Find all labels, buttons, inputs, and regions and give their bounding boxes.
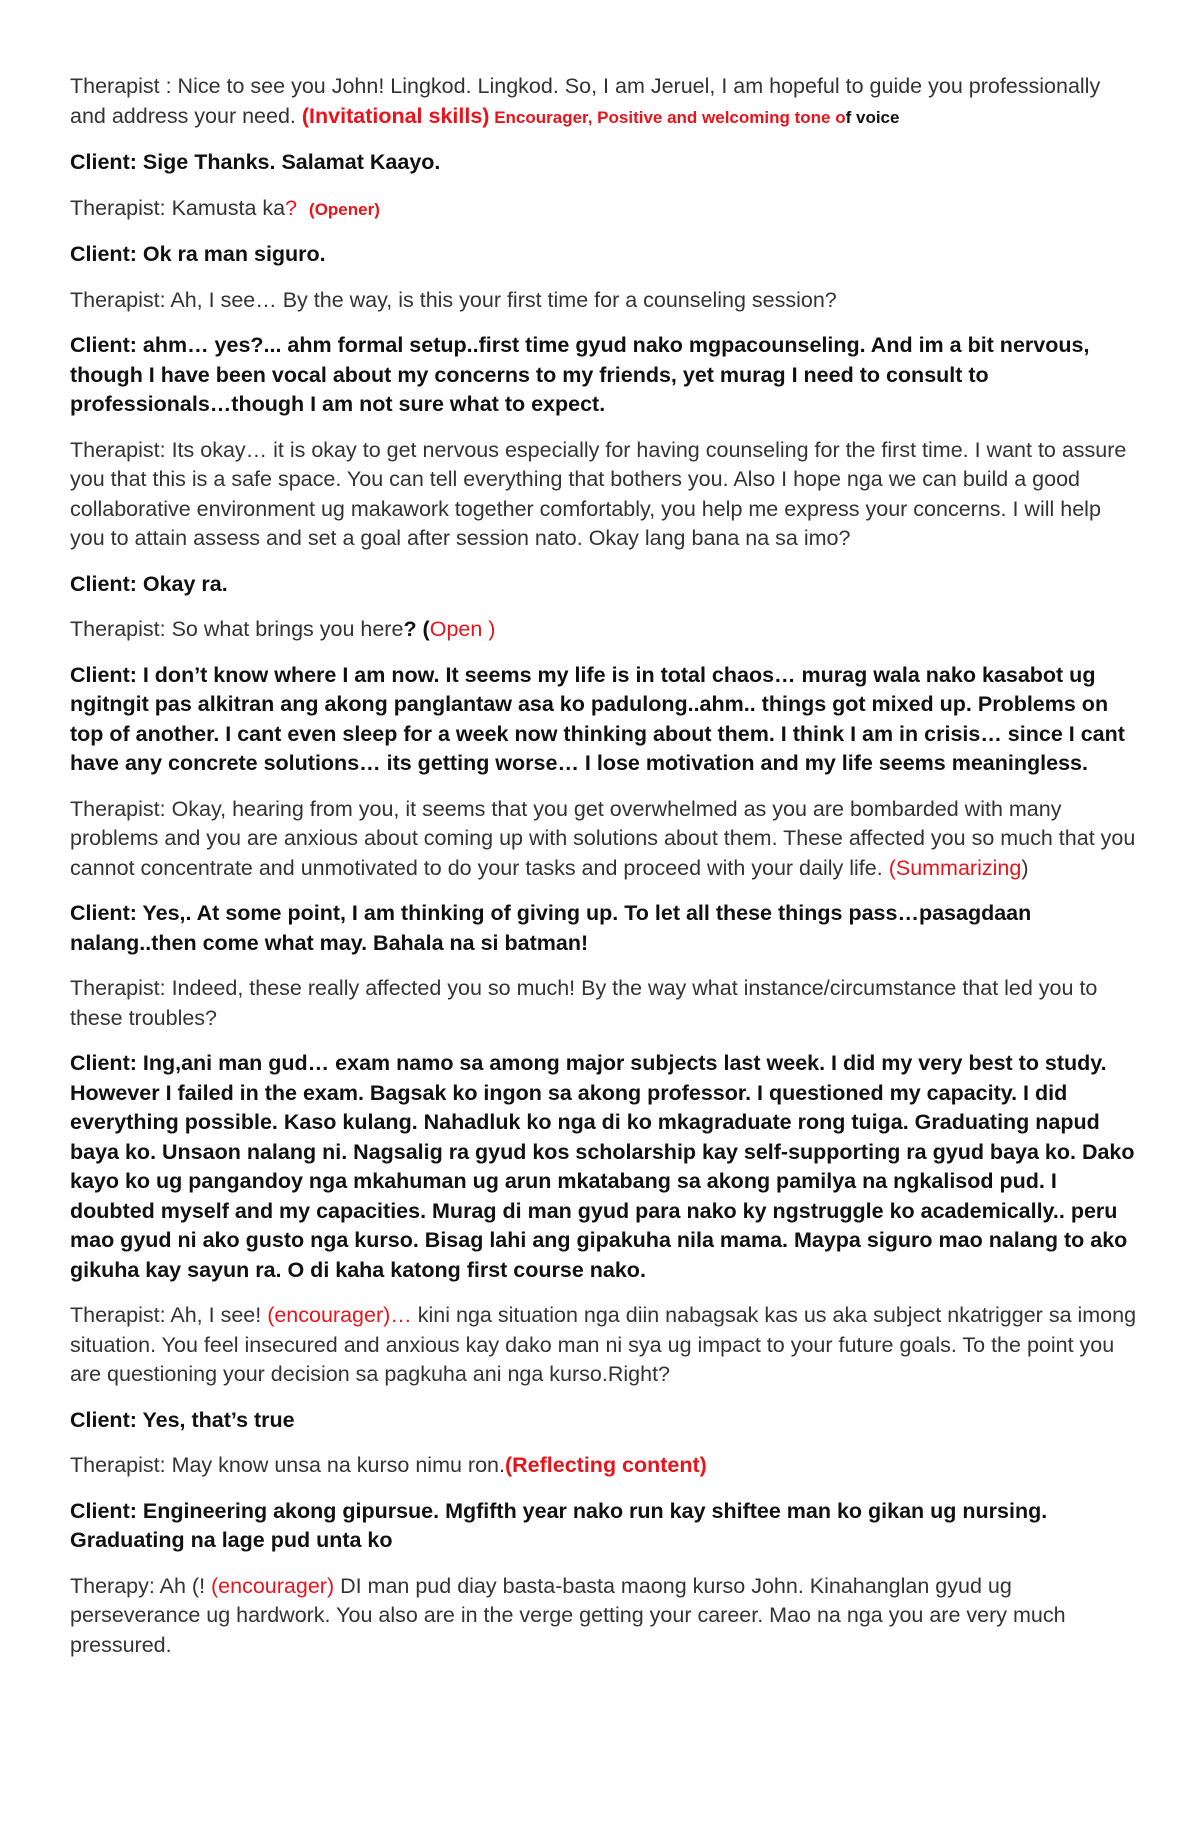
therapist-text: Therapist: Kamusta ka [70, 195, 286, 220]
therapist-text: kini nga situation nga diin nabagsak kas us aka subject nkatrigger sa imong situation. You feel insecured and anxious kay dako man ni sya ug impact to your future goals. To the point you are questioning your decision sa pagkuha ani nga kurso.Right? [70, 1303, 1137, 1386]
skill-tag-reflecting-content: (Reflecting content) [504, 1453, 707, 1477]
skill-tag-encourager: (encourager) [211, 1573, 335, 1598]
skill-tag-encourager: (encourager)… [267, 1303, 412, 1327]
therapist-text: Therapist: May know unsa na kurso nimu ron. [70, 1453, 505, 1477]
skill-note-red: Encourager, Positive and welcoming tone o [489, 107, 846, 127]
therapist-line-9 [70, 1451, 1140, 1481]
client-line-1: Client: Sige Thanks. Salamat Kaayo. [70, 150, 441, 174]
skill-tag-invitational: (Invitational skills) [301, 103, 490, 128]
skill-tag-opener: (Opener) [309, 199, 380, 219]
therapist-line-3: Therapist: Ah, I see… By the way, is this your first time for a counseling session? [70, 287, 837, 312]
client-line-2: Client: Ok ra man siguro. [70, 242, 326, 266]
client-line-4: Client: Okay ra. [70, 571, 228, 596]
skill-tag-summarizing: (Summarizing [888, 855, 1022, 880]
therapist-text: Therapist: Ah, I see! [70, 1303, 268, 1327]
therapist-text: Therapist: Okay, hearing from you, it seems that you get overwhelmed as you are bombarded with many problems and you are anxious about coming up with solutions about them. These affected you so much that you cannot concentrate and unmotivated to do your tasks and proceed with your daily life. [70, 796, 1136, 880]
skill-tag-open: Open [429, 617, 483, 641]
therapist-text: Therapist: So what brings you here [70, 617, 404, 641]
client-line-8: Client: Yes, that’s true [70, 1407, 295, 1432]
client-line-5: Client: I don’t know where I am now. It seems my life is in total chaos… murag wala nako kasabot ug ngitngit pas alkitran ang akong panglantaw asa ko padulong..ahm.. things got mixed up. Problems on top of another. I cant even sleep for a week now thinking about them. I think I am in crisis… since I cant have any concrete solutions… its getting worse… I lose motivation and my life seems meaningless. [70, 662, 1125, 775]
therapist-line-6 [70, 795, 1140, 884]
question-mark: ? ( [403, 617, 430, 641]
therapist-text: DI man pud diay basta-basta maong kurso John. Kinahanglan gyud ug perseverance ug hardwork. You also are in the verge getting your career. Mao na nga you are very much pressured. [70, 1573, 1066, 1657]
skill-tag-close: ) [482, 617, 496, 641]
question-mark: ? [285, 195, 298, 220]
therapist-text: Therapy: Ah (! [70, 1573, 212, 1598]
therapist-line-8 [70, 1301, 1140, 1390]
therapist-line-7: Therapist: Indeed, these really affected you so much! By the way what instance/circumstance that led you to these troubles? [70, 976, 1098, 1030]
therapist-line-2 [70, 194, 1140, 225]
client-line-3: Client: ahm… yes?... ahm formal setup..first time gyud nako mgpacounseling. And im a bit nervous, though I have been vocal about my concerns to my friends, yet murag I need to consult to professionals…though I am not sure what to expect. [70, 333, 1090, 416]
therapist-line-4: Therapist: Its okay… it is okay to get nervous especially for having counseling for the first time. I want to assure you that this is a safe space. You can tell everything that bothers you. Also I hope nga we can build a good collaborative environment ug makawork together comfortably, you help me express your concerns. I will help you to attain assess and set a goal after session nato. Okay lang bana na sa imo? [70, 437, 1127, 550]
closing-paren: ) [1021, 855, 1029, 880]
therapist-text: Therapist : Nice to see you John! Lingkod. Lingkod. So, I am Jeruel, I am hopeful to guide you professionally and address your need. [70, 74, 1101, 128]
therapist-line-5 [70, 615, 1140, 645]
client-line-7: Client: Ing,ani man gud… exam namo sa among major subjects last week. I did my very best to study. However I failed in the exam. Bagsak ko ingon sa akong professor. I questioned my capacity. I did everything possible. Kaso kulang. Nahadluk ko nga di ko mkagraduate rong tuiga. Graduating napud baya ko. Unsaon nalang ni. Nagsalig ra gyud kos scholarship kay self-supporting ra gyud baya ko. Dako kayo ko ug pangandoy nga mkahuman ug arun mkatabang sa akong pamilya na ngkalisod pud. I doubted myself and my capacities. Murag di man gyud para nako ky ngstruggle ko academically.. peru mao gyud ni ako gusto nga kurso. Bisag lahi ang gipakuha nila mama. Maypa siguro mao nalang to ako gikuha kay sayun ra. O di kaha katong first course nako. [70, 1051, 1135, 1282]
skill-note-black: f voice [845, 107, 900, 127]
therapist-line-1 [70, 72, 1140, 132]
therapist-line-10 [70, 1572, 1140, 1661]
client-line-9: Client: Engineering akong gipursue. Mgfifth year nako run kay shiftee man ko gikan ug nursing. Graduating na lage pud unta ko [70, 1498, 1048, 1552]
client-line-6: Client: Yes,. At some point, I am thinking of giving up. To let all these things pass…pasagdaan nalang..then come what may. Bahala na si batman! [70, 901, 1032, 955]
transcript-document [70, 72, 1140, 1676]
